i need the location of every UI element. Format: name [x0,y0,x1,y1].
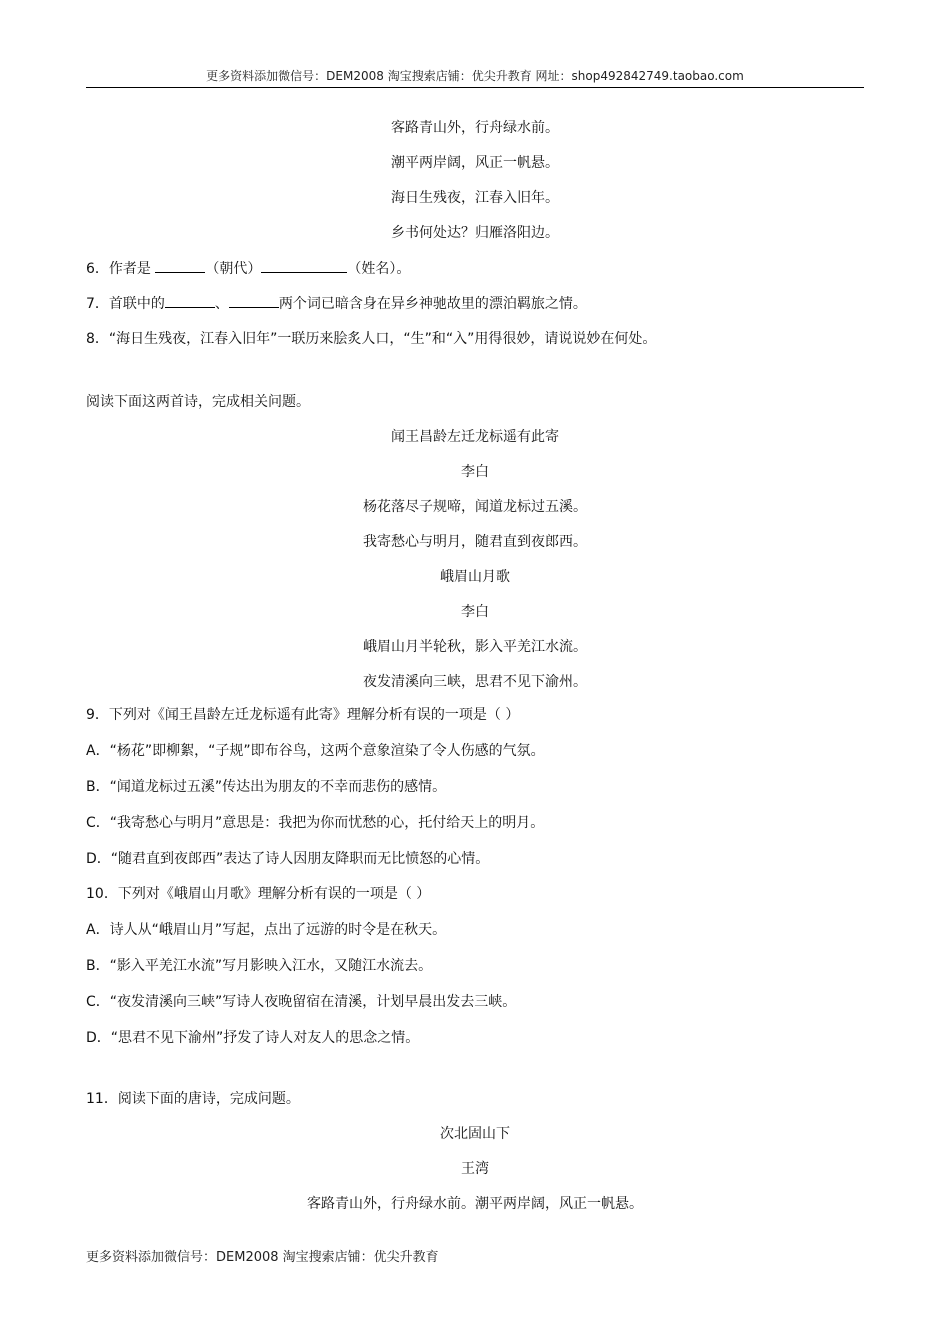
q9-option-b: B．“闻道龙标过五溪”传达出为朋友的不幸而悲伤的感情。 [86,779,447,795]
poem2-line: 我寄愁心与明月，随君直到夜郎西。 [363,534,587,550]
poem3-line: 夜发清溪向三峡，思君不见下渝州。 [363,674,587,690]
poem4-title: 次北固山下 [440,1126,510,1142]
poem3-title: 峨眉山月歌 [440,569,510,585]
q6-dynasty-blank[interactable] [155,258,205,273]
poem1-line: 客路青山外，行舟绿水前。 [391,120,559,136]
q6-name-blank[interactable] [261,258,347,273]
q7-blank-2[interactable] [229,293,279,308]
q10-option-c: C．“夜发清溪向三峡”写诗人夜晚留宿在清溪，计划早晨出发去三峡。 [86,994,517,1010]
poem2-line: 杨花落尽子规啼，闻道龙标过五溪。 [363,499,587,515]
question-10-stem: 10．下列对《峨眉山月歌》理解分析有误的一项是（ ） [86,886,431,902]
q10-option-b: B．“影入平羌江水流”写月影映入江水，又随江水流去。 [86,958,433,974]
poem1-line: 乡书何处达？归雁洛阳边。 [391,225,559,241]
section-intro: 阅读下面这两首诗，完成相关问题。 [86,394,310,410]
question-8: 8．“海日生残夜，江春入旧年”一联历来脍炙人口，“生”和“入”用得很妙，请说说妙在何处。 [86,331,657,347]
q7-blank-1[interactable] [165,293,215,308]
poem1-line: 潮平两岸阔，风正一帆悬。 [391,155,559,171]
q9-option-a: A．“杨花”即柳絮，“子规”即布谷鸟，这两个意象渲染了令人伤感的气氛。 [86,743,545,759]
question-6 [86,258,410,279]
q6-mid: （朝代） [205,261,262,277]
poem4-line: 客路青山外，行舟绿水前。潮平两岸阔，风正一帆悬。 [307,1196,643,1212]
poem3-author: 李白 [461,604,489,620]
q6-suffix: （姓名）。 [347,261,411,277]
page-header: 更多资料添加微信号：DEM2008 淘宝搜索店铺：优尖升教育 网址：shop492842749.taobao.com [206,69,744,83]
poem1-line: 海日生残夜，江春入旧年。 [391,190,559,206]
q9-option-c: C．“我寄愁心与明月”意思是：我把为你而忧愁的心，托付给天上的明月。 [86,815,545,831]
q7-suffix: 两个词已暗含身在异乡神驰故里的漂泊羁旅之情。 [278,296,587,312]
q9-option-d: D．“随君直到夜郎西”表达了诗人因朋友降职而无比愤怒的心情。 [86,851,490,867]
q7-sep: 、 [214,296,229,312]
q10-option-d: D．“思君不见下渝州”抒发了诗人对友人的思念之情。 [86,1030,420,1046]
poem4-author: 王湾 [461,1161,489,1177]
q10-option-a: A．诗人从“峨眉山月”写起，点出了远游的时令是在秋天。 [86,922,447,938]
poem3-line: 峨眉山月半轮秋，影入平羌江水流。 [363,639,587,655]
q6-prefix: 6．作者是 [86,261,156,277]
question-9-stem: 9．下列对《闻王昌龄左迁龙标遥有此寄》理解分析有误的一项是（ ） [86,707,520,723]
poem2-title: 闻王昌龄左迁龙标遥有此寄 [391,429,559,445]
q7-prefix: 7．首联中的 [86,296,165,312]
question-11-stem: 11．阅读下面的唐诗，完成问题。 [86,1091,300,1107]
header-divider [86,87,864,88]
page-footer: 更多资料添加微信号：DEM2008 淘宝搜索店铺：优尖升教育 [86,1250,439,1265]
question-7 [86,293,587,314]
poem2-author: 李白 [461,464,489,480]
